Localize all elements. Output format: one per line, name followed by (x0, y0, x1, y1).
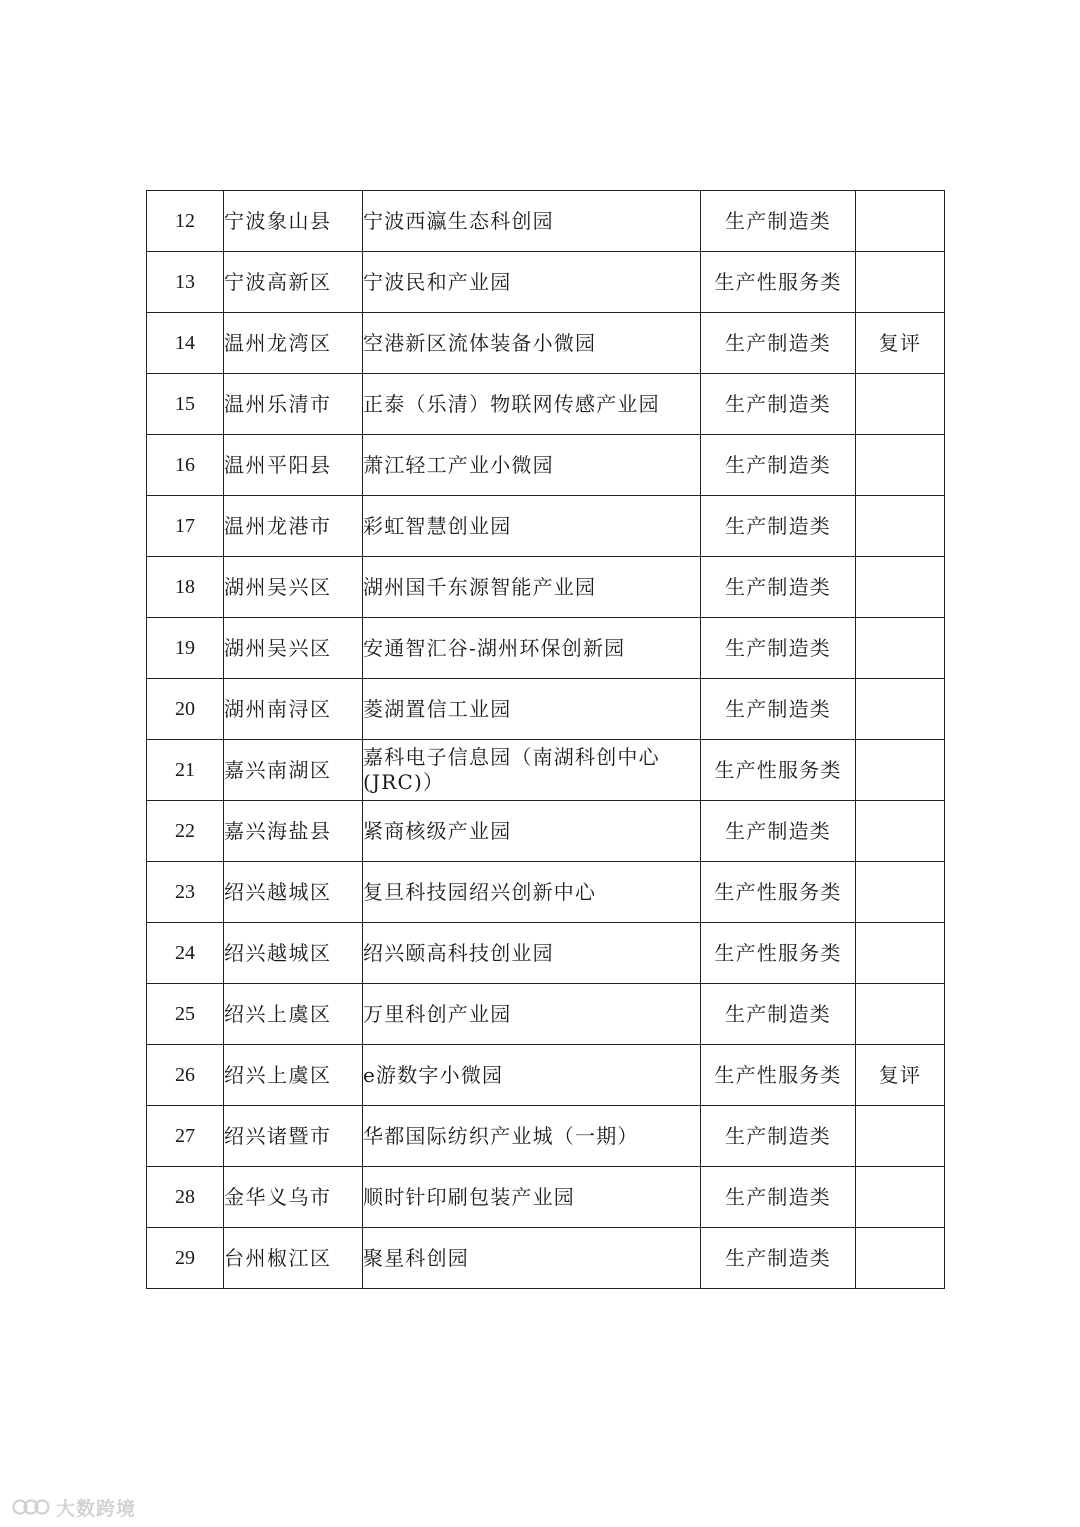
park-type-cell: 生产制造类 (701, 1167, 856, 1228)
park-name-cell: 嘉科电子信息园（南湖科创中心(JRC)） (363, 740, 701, 801)
park-type-cell: 生产性服务类 (701, 740, 856, 801)
remark-cell: 复评 (856, 1045, 945, 1106)
row-number: 22 (147, 801, 224, 862)
row-number: 20 (147, 679, 224, 740)
park-type-cell: 生产性服务类 (701, 862, 856, 923)
row-number: 13 (147, 252, 224, 313)
region-cell: 湖州吴兴区 (224, 557, 363, 618)
park-name-cell: 聚星科创园 (363, 1228, 701, 1289)
row-number: 16 (147, 435, 224, 496)
row-number: 29 (147, 1228, 224, 1289)
table-row (147, 1167, 945, 1228)
remark-cell (856, 557, 945, 618)
region-cell: 绍兴越城区 (224, 923, 363, 984)
region-cell: 嘉兴海盐县 (224, 801, 363, 862)
remark-cell (856, 374, 945, 435)
park-name-cell: 华都国际纺织产业城（一期） (363, 1106, 701, 1167)
remark-cell: 复评 (856, 313, 945, 374)
remark-cell (856, 252, 945, 313)
table-row (147, 435, 945, 496)
remark-cell (856, 496, 945, 557)
row-number: 15 (147, 374, 224, 435)
table-row (147, 862, 945, 923)
remark-cell (856, 1228, 945, 1289)
park-type-cell: 生产性服务类 (701, 1045, 856, 1106)
park-name-cell: 紧商核级产业园 (363, 801, 701, 862)
park-name-cell: 空港新区流体装备小微园 (363, 313, 701, 374)
watermark-text: 大数跨境 (56, 1497, 137, 1520)
table-row (147, 191, 945, 252)
park-name-cell: 绍兴颐高科技创业园 (363, 923, 701, 984)
park-name-cell: 宁波西瀛生态科创园 (363, 191, 701, 252)
remark-cell (856, 862, 945, 923)
park-type-cell: 生产制造类 (701, 801, 856, 862)
row-number: 19 (147, 618, 224, 679)
remark-cell (856, 435, 945, 496)
row-number: 28 (147, 1167, 224, 1228)
region-cell: 温州龙港市 (224, 496, 363, 557)
park-type-cell: 生产制造类 (701, 679, 856, 740)
table-row (147, 1045, 945, 1106)
park-name-cell: 彩虹智慧创业园 (363, 496, 701, 557)
table-row (147, 923, 945, 984)
row-number: 26 (147, 1045, 224, 1106)
row-number: 23 (147, 862, 224, 923)
table-row (147, 252, 945, 313)
parks-table (146, 190, 945, 1289)
table-row (147, 679, 945, 740)
remark-cell (856, 984, 945, 1045)
park-name-cell: 宁波民和产业园 (363, 252, 701, 313)
park-type-cell: 生产制造类 (701, 557, 856, 618)
region-cell: 绍兴上虞区 (224, 1045, 363, 1106)
park-type-cell: 生产制造类 (701, 374, 856, 435)
remark-cell (856, 801, 945, 862)
park-type-cell: 生产性服务类 (701, 923, 856, 984)
region-cell: 温州平阳县 (224, 435, 363, 496)
park-name-cell: e游数字小微园 (363, 1045, 701, 1106)
park-type-cell: 生产制造类 (701, 435, 856, 496)
table-row (147, 618, 945, 679)
park-name-cell: 湖州国千东源智能产业园 (363, 557, 701, 618)
table-row (147, 557, 945, 618)
row-number: 14 (147, 313, 224, 374)
row-number: 27 (147, 1106, 224, 1167)
park-name-cell: 正泰（乐清）物联网传感产业园 (363, 374, 701, 435)
table-row (147, 496, 945, 557)
park-name-cell: 顺时针印刷包装产业园 (363, 1167, 701, 1228)
region-cell: 宁波高新区 (224, 252, 363, 313)
table-row (147, 374, 945, 435)
region-cell: 温州龙湾区 (224, 313, 363, 374)
remark-cell (856, 618, 945, 679)
remark-cell (856, 923, 945, 984)
region-cell: 绍兴诸暨市 (224, 1106, 363, 1167)
remark-cell (856, 679, 945, 740)
region-cell: 宁波象山县 (224, 191, 363, 252)
park-type-cell: 生产制造类 (701, 984, 856, 1045)
park-type-cell: 生产制造类 (701, 618, 856, 679)
brand-logo-icon (12, 1497, 50, 1517)
region-cell: 湖州吴兴区 (224, 618, 363, 679)
watermark (12, 1494, 136, 1520)
region-cell: 绍兴越城区 (224, 862, 363, 923)
park-name-cell: 万里科创产业园 (363, 984, 701, 1045)
table-row (147, 1228, 945, 1289)
table-body (147, 191, 945, 1289)
park-type-cell: 生产制造类 (701, 1106, 856, 1167)
park-name-cell: 安通智汇谷-湖州环保创新园 (363, 618, 701, 679)
row-number: 18 (147, 557, 224, 618)
remark-cell (856, 191, 945, 252)
region-cell: 温州乐清市 (224, 374, 363, 435)
region-cell: 台州椒江区 (224, 1228, 363, 1289)
row-number: 17 (147, 496, 224, 557)
remark-cell (856, 1167, 945, 1228)
table-row (147, 801, 945, 862)
row-number: 25 (147, 984, 224, 1045)
row-number: 21 (147, 740, 224, 801)
park-type-cell: 生产性服务类 (701, 252, 856, 313)
region-cell: 绍兴上虞区 (224, 984, 363, 1045)
region-cell: 湖州南浔区 (224, 679, 363, 740)
table-row (147, 1106, 945, 1167)
park-type-cell: 生产制造类 (701, 313, 856, 374)
park-name-cell: 萧江轻工产业小微园 (363, 435, 701, 496)
row-number: 12 (147, 191, 224, 252)
table-row (147, 313, 945, 374)
park-name-cell: 复旦科技园绍兴创新中心 (363, 862, 701, 923)
remark-cell (856, 740, 945, 801)
park-type-cell: 生产制造类 (701, 496, 856, 557)
table-row (147, 984, 945, 1045)
row-number: 24 (147, 923, 224, 984)
park-name-cell: 菱湖置信工业园 (363, 679, 701, 740)
park-type-cell: 生产制造类 (701, 191, 856, 252)
region-cell: 嘉兴南湖区 (224, 740, 363, 801)
region-cell: 金华义乌市 (224, 1167, 363, 1228)
remark-cell (856, 1106, 945, 1167)
park-type-cell: 生产制造类 (701, 1228, 856, 1289)
table-row (147, 740, 945, 801)
